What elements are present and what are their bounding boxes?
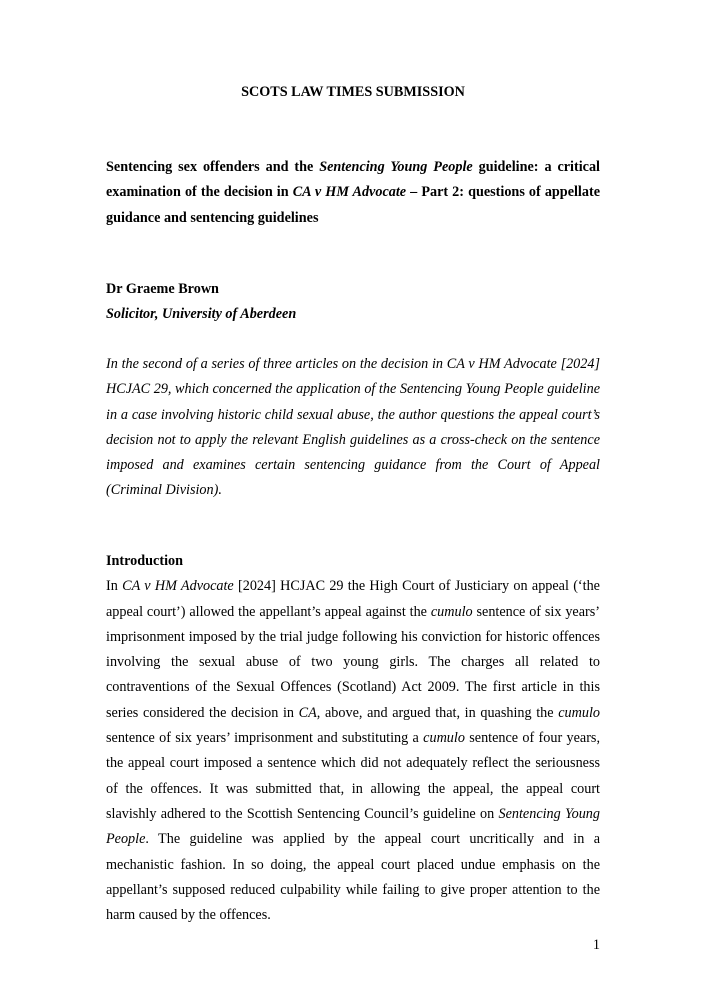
text-run: CA	[298, 704, 317, 721]
author-block	[106, 277, 600, 328]
text-run: . The guideline was applied by the appeal court uncritically and in a mechanistic fashion. In so doing, the appeal court placed undue emphasis on the appellant’s supposed reduced culpability while failing to give proper attention to the harm caused by the offences.	[106, 831, 600, 924]
text-run: , above, and argued that, in quashing the	[316, 704, 559, 721]
author-name: Dr Graeme Brown	[106, 281, 219, 297]
text-run: Sentencing Young People	[106, 805, 600, 848]
text-run: cumulo	[430, 603, 473, 620]
text-run: In	[106, 578, 123, 595]
text-run: [2024] HCJAC 29 the High Court of Justiciary on appeal (‘the appeal court’) allowed the appellant’s appeal against the	[106, 578, 600, 620]
document-header-title: SCOTS LAW TIMES SUBMISSION	[241, 84, 465, 100]
abstract-paragraph: In the second of a series of three articles on the decision in CA v HM Advocate [2024] HCJAC 29, which concerned the application of the Sentencing Young People guideline in a case involving historic child sexual abuse, the author questions the appeal court’s decision not to apply the relevant English guidelines as a cross-check on the sentence imposed and examines certain sentencing guidance from the Court of Appeal (Criminal Division).	[106, 356, 600, 499]
text-run: sentence of six years’ imprisonment imposed by the trial judge following his conviction for historic offences involving the sexual abuse of two young girls. The charges all related to contraventions of the Sexual Offences (Scotland) Act 2009. The first article in this series considered the decision in	[106, 603, 600, 721]
section-heading-introduction: Introduction	[106, 553, 183, 569]
text-run: cumulo	[558, 704, 600, 721]
page-number: 1	[592, 937, 600, 953]
text-run: cumulo	[423, 730, 465, 747]
author-affiliation: Solicitor, University of Aberdeen	[106, 306, 297, 323]
section-introduction	[106, 549, 600, 928]
text-run: CA v HM Advocate	[122, 578, 234, 595]
text-run: sentence of four years, the appeal court imposed a sentence which did not adequately reflect the seriousness of the offences. It was submitted that, in allowing the appeal, the appeal court slavishly adhered to the Scottish Sentencing Council’s guideline on	[106, 730, 600, 822]
text-run: Sentencing sex offenders and the	[106, 159, 320, 175]
text-run: Sentencing Young People	[319, 159, 473, 175]
article-title	[106, 155, 600, 231]
introduction-paragraph	[106, 574, 600, 928]
text-run: guideline: a critical examination of the decision in	[106, 159, 600, 201]
text-run: sentence of six years’ imprisonment and substituting a	[106, 730, 424, 747]
text-run: CA v HM Advocate	[292, 184, 407, 201]
text-run: – Part 2: questions of appellate guidance and sentencing guidelines	[106, 184, 600, 226]
